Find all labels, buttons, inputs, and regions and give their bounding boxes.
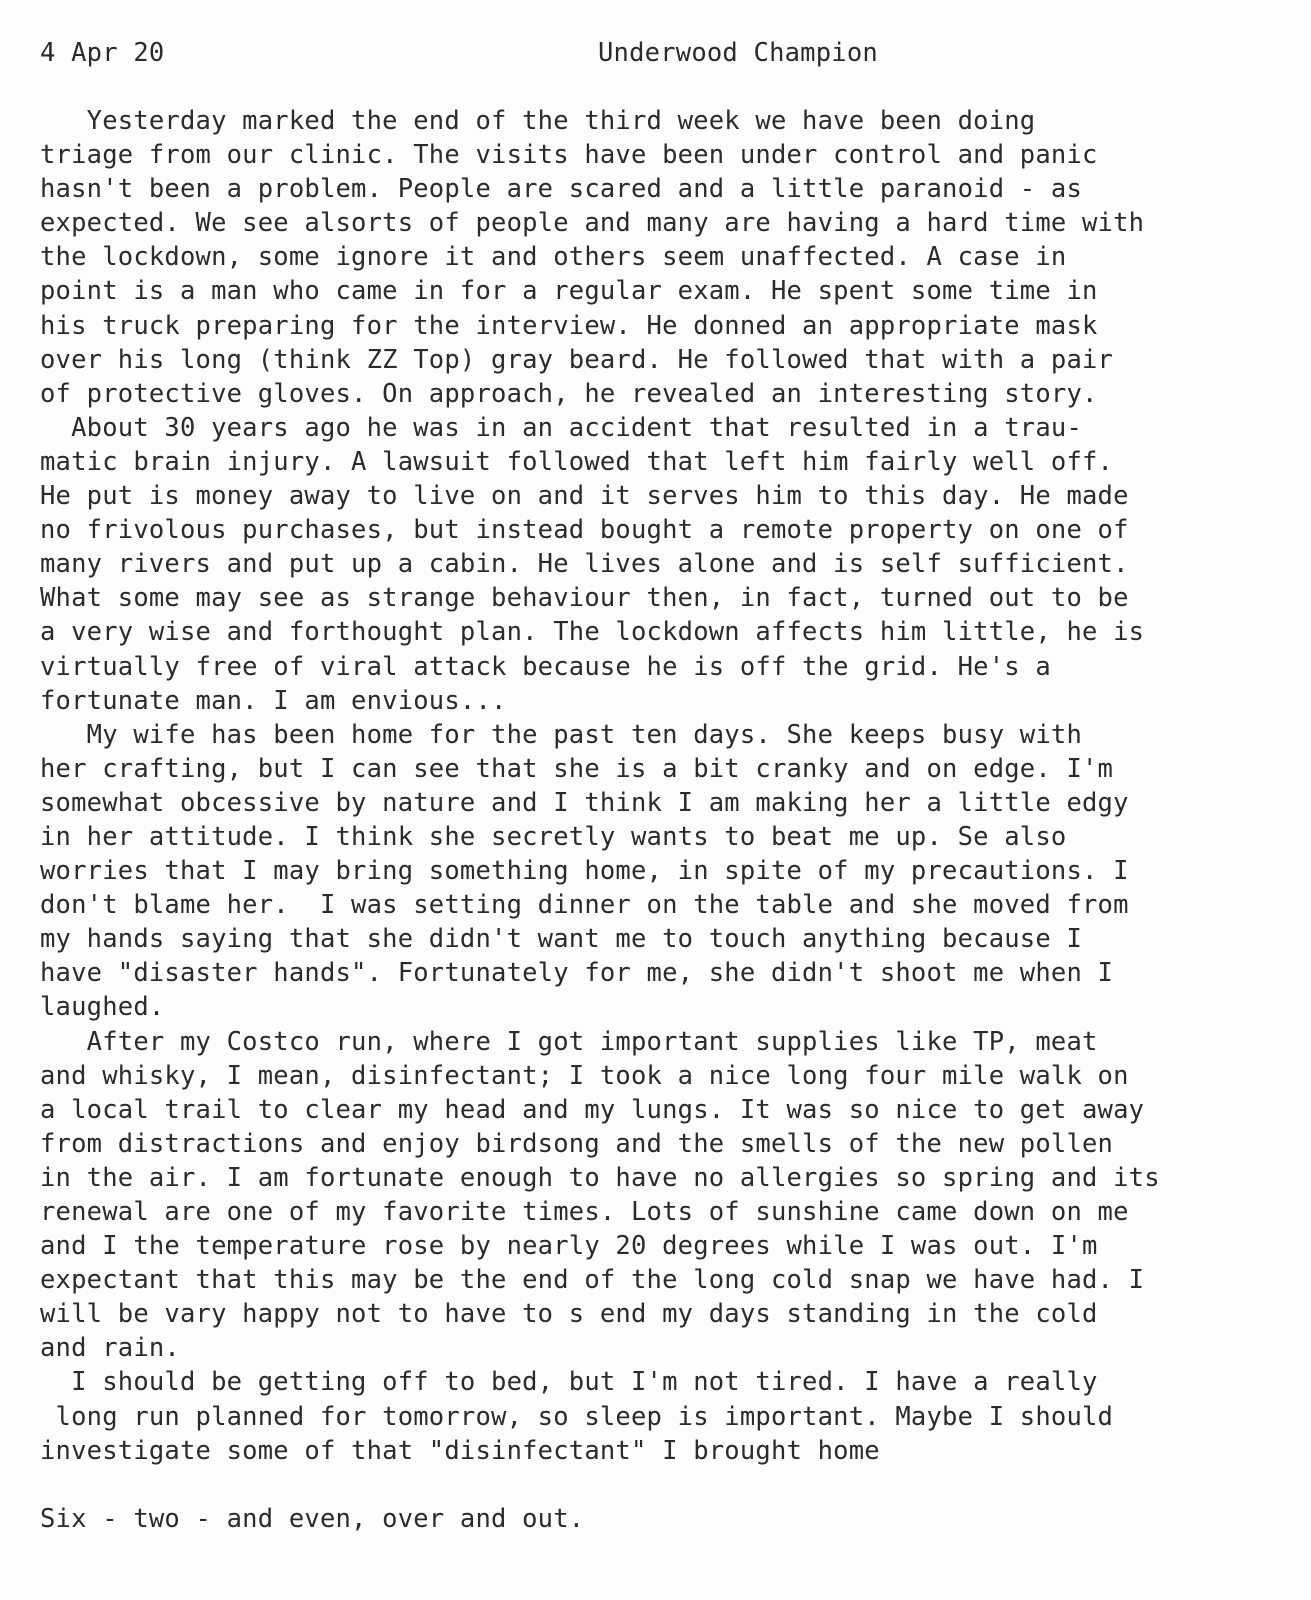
text-line: of protective gloves. On approach, he revealed an interesting story. (40, 378, 1098, 409)
text-line: will be vary happy not to have to s end my days standing in the cold (40, 1299, 1098, 1330)
text-line: matic brain injury. A lawsuit followed that left him fairly well off. (40, 446, 1114, 477)
text-line (40, 1468, 1280, 1502)
text-line: I should be getting off to bed, but I'm not tired. I have a really (40, 1367, 1098, 1398)
text-line: point is a man who came in for a regular exam. He spent some time in (40, 276, 1098, 307)
text-line: triage from our clinic. The visits have been under control and panic (40, 140, 1098, 171)
text-line: expectant that this may be the end of the long cold snap we have had. I (40, 1265, 1145, 1296)
text-line: somewhat obcessive by nature and I think I am making her a little edgy (40, 787, 1129, 818)
text-line: from distractions and enjoy birdsong and the smells of the new pollen (40, 1128, 1114, 1159)
text-line: investigate some of that "disinfectant" I brought home (40, 1435, 880, 1466)
text-line: What some may see as strange behaviour then, in fact, turned out to be (40, 583, 1129, 614)
journal-body (40, 104, 1280, 1536)
text-line: My wife has been home for the past ten days. She keeps busy with (40, 719, 1083, 750)
text-line: many rivers and put up a cabin. He lives alone and is self sufficient. (40, 549, 1129, 580)
text-line: About 30 years ago he was in an accident that resulted in a trau- (40, 412, 1083, 443)
text-line: hasn't been a problem. People are scared and a little paranoid - as (40, 174, 1083, 205)
text-line: have "disaster hands". Fortunately for me, she didn't shoot me when I (40, 958, 1114, 989)
text-line: After my Costco run, where I got important supplies like TP, meat (40, 1026, 1098, 1057)
text-line: a local trail to clear my head and my lungs. It was so nice to get away (40, 1094, 1145, 1125)
text-line: the lockdown, some ignore it and others seem unaffected. A case in (40, 242, 1067, 273)
text-line: renewal are one of my favorite times. Lots of sunshine came down on me (40, 1197, 1129, 1227)
typewriter-title: Underwood Champion (598, 38, 878, 68)
text-line: and rain. (40, 1333, 180, 1364)
text-line: my hands saying that she didn't want me to touch anything because I (40, 924, 1083, 955)
sign-off-line: Six - two - and even, over and out. (40, 1503, 585, 1534)
text-line: a very wise and forthought plan. The lockdown affects him little, he is (40, 617, 1145, 648)
text-line: worries that I may bring something home, in spite of my precautions. I (40, 856, 1129, 887)
entry-date: 4 Apr 20 (40, 38, 165, 68)
text-line: laughed. (40, 992, 165, 1023)
text-line: Yesterday marked the end of the third week we have been doing (40, 106, 1036, 136)
text-line: long run planned for tomorrow, so sleep is important. Maybe I should (40, 1401, 1114, 1432)
text-line: don't blame her. I was setting dinner on the table and she moved from (40, 890, 1129, 921)
text-line: and I the temperature rose by nearly 20 degrees while I was out. I'm (40, 1231, 1098, 1262)
text-line: no frivolous purchases, but instead bought a remote property on one of (40, 515, 1129, 546)
text-line: his truck preparing for the interview. He donned an appropriate mask (40, 310, 1098, 341)
text-line: fortunate man. I am envious... (40, 685, 507, 716)
text-line: and whisky, I mean, disinfectant; I took a nice long four mile walk on (40, 1060, 1129, 1091)
text-line: her crafting, but I can see that she is a bit cranky and on edge. I'm (40, 753, 1114, 784)
text-line: over his long (think ZZ Top) gray beard. He followed that with a pair (40, 344, 1114, 375)
text-line: expected. We see alsorts of people and many are having a hard time with (40, 208, 1145, 239)
text-line: in the air. I am fortunate enough to have no allergies so spring and its (40, 1162, 1160, 1193)
text-line: He put is money away to live on and it serves him to this day. He made (40, 481, 1129, 512)
text-line: virtually free of viral attack because he is off the grid. He's a (40, 651, 1051, 682)
text-line: in her attitude. I think she secretly wants to beat me up. Se also (40, 821, 1067, 852)
